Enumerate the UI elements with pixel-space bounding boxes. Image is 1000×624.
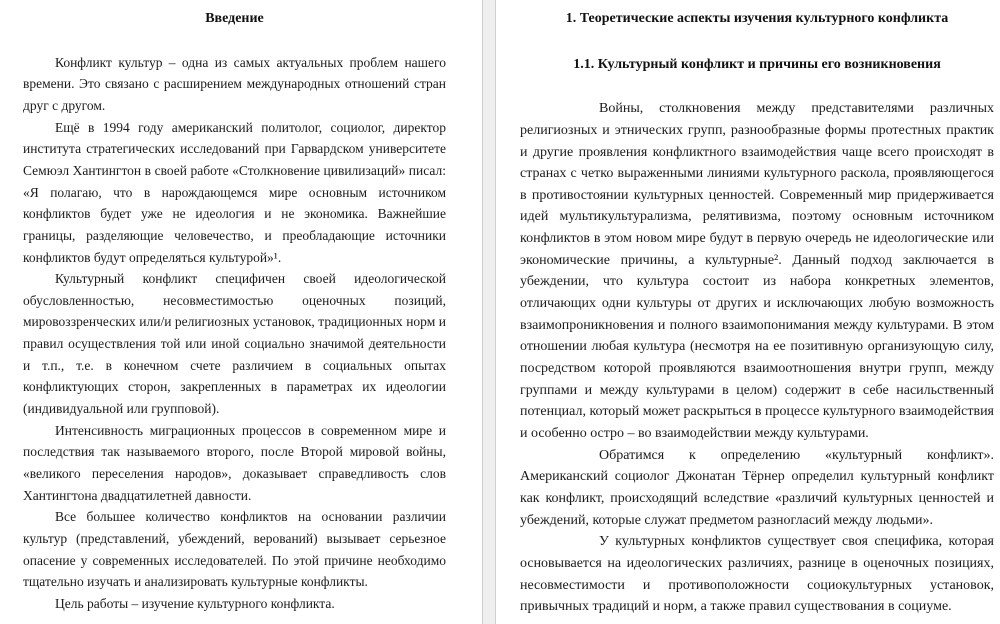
paragraph[interactable]: Культурный конфликт специфичен своей идеологической обусловленностью, несовместимостью оценочных позиций, мировоззренческих или/и религиозных установок, традиционных норм и правил осуществления той или иной социально значимой деятельности и т.п., т.е. в конечном счете различием в социальных опытах конфликтующих сторон, закрепленных в параметрах их идеологии (индивидуальной или групповой). — [23, 271, 446, 417]
paragraph[interactable]: У культурных конфликтов существует своя специфика, которая основывается на идеологических различиях, разнице в оценочных позициях, несовместимости и противоположности социокультурных установок, привычных традиций и норм, а также правил существования в социуме. — [520, 534, 994, 615]
paragraph[interactable]: Ещё в 1994 году американский политолог, социолог, директор института стратегических исследований при Гарвардском университете Семюэл Хантингтон в своей работе «Столкновение цивилизаций» писал: «Я полагаю, что в нарождающемся мире основным источником конфликтов будет уже не идеология и не экономика. Важнейшие границы, разделяющие человечество, и преобладающие источники конфликтов будут определяться культурой»¹. — [23, 119, 446, 265]
page-chapter-1[interactable] — [496, 0, 1000, 624]
paragraph[interactable]: Обратимся к определению «культурный конфликт». Американский социолог Джонатан Тёрнер определил культурный конфликт как конфликт, происходящий вследствие «различий культурных ценностей и убеждений, которые служат предметом разногласий между людьми». — [520, 447, 994, 528]
paragraph[interactable]: Конфликт культур – одна из самых актуальных проблем нашего времени. Это связано с расширением международных отношений стран друг с другом. — [23, 54, 446, 113]
paragraph[interactable]: Войны, столкновения между представителями различных религиозных и этнических групп, разнообразные формы протестных практик и другие проявления конфликтного взаимодействия чаще всего происходят в странах с четко выраженными линиями культурного раскола, проявляющегося в противостоянии культурных ценностей. Современный мир придерживается идей мультикультурализма, релятивизма, поэтому основным источником конфликтов в этом новом мире будут в первую очередь не идеологические или экономические причины, а культурные². Данный подход заключается в убеждении, что культура состоит из набора конкретных элементов, отличающих одни культуры от других и исключающих любую возможность взаимопроникновения и полного взаимопонимания между культурами. В этом отношении любая культура (несмотря на ее позитивную организующую силу, посредством которой проявляются взаимоотношения внутри групп, между группами и между культурами в целом) содержит в себе насильственный потенциал, который может раскрыться в процессе культурного взаимодействия и особенно остро – во взаимодействии между культурами. — [520, 101, 994, 442]
paragraph[interactable]: Цель работы – изучение культурного конфликта. — [55, 596, 335, 611]
introduction-title: Введение — [205, 11, 264, 26]
page-introduction[interactable] — [0, 0, 483, 624]
section-title: 1.1. Культурный конфликт и причины его возникновения — [573, 56, 941, 72]
page-gutter — [483, 0, 496, 624]
chapter-title: 1. Теоретические аспекты изучения культурного конфликта — [565, 11, 949, 26]
paragraph[interactable]: Все большее количество конфликтов на основании различии культур (представлений, убеждений, верований) вызывает серьезное опасение у современных исследователей. По этой причине необходимо тщательно изучать и анализировать культурные конфликты. — [23, 509, 446, 590]
paragraph[interactable]: Интенсивность миграционных процессов в современном мире и последствия так называемого второго, после Второй мировой войны, «великого переселения народов», доказывает справедливость слов Хантингтона двадцатилетней давности. — [23, 422, 446, 503]
chapter-body — [520, 98, 994, 618]
introduction-body — [23, 52, 446, 615]
